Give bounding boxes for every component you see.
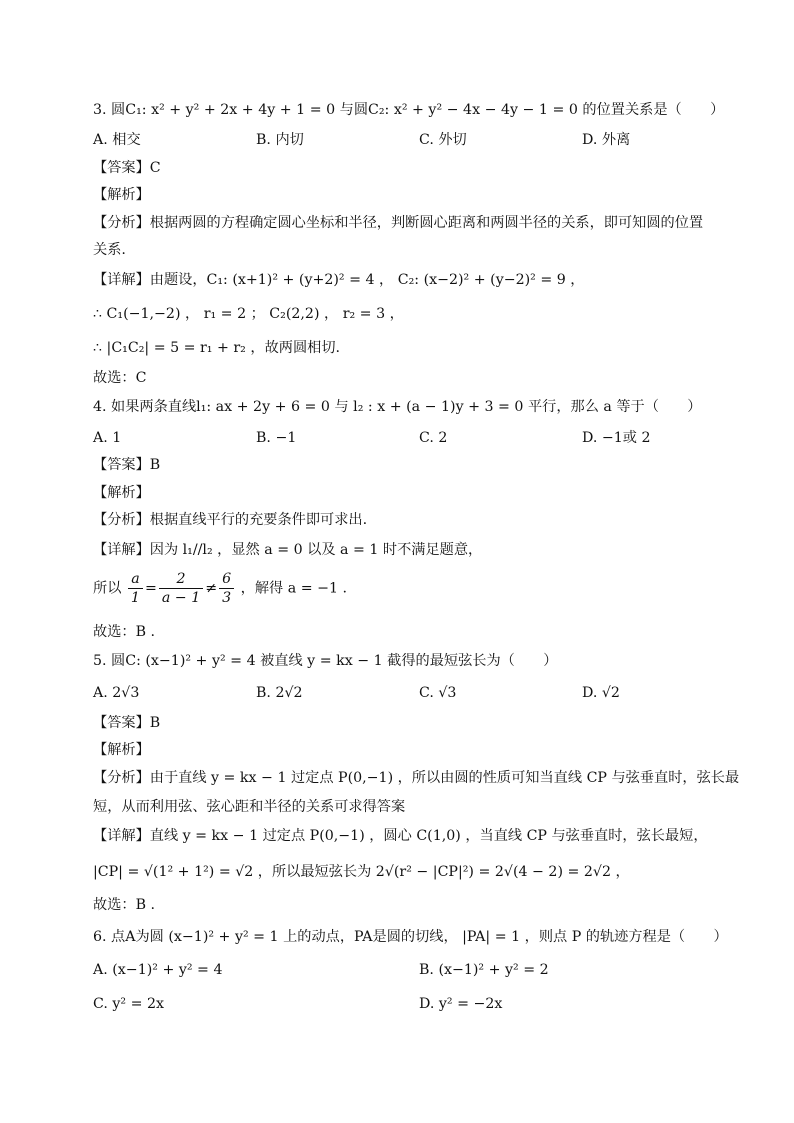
q5-choose: 故选：B . bbox=[93, 897, 156, 913]
q6-option-b: B. (x−1)² + y² = 2 bbox=[419, 962, 549, 978]
q5-analysis-line-1: 【分析】由于直线 y = kx − 1 过定点 P(0,−1) ，所以由圆的性质可知当直线 CP 与弦垂直时，弦长最 bbox=[93, 770, 740, 786]
question-4-stem: 4. 如果两条直线l₁: ax + 2y + 6 = 0 与 l₂ : x + (a − 1)y + 3 = 0 平行，那么 a 等于（ ） bbox=[93, 399, 702, 415]
q3-option-c: C. 外切 bbox=[419, 132, 467, 148]
frac1-numerator: a bbox=[128, 572, 143, 589]
q6-option-c: C. y² = 2x bbox=[93, 996, 165, 1012]
q5-option-b: B. 2√2 bbox=[256, 685, 303, 701]
q4-analysis: 【分析】根据直线平行的充要条件即可求出. bbox=[93, 512, 368, 528]
fraction-6-over-3 bbox=[219, 572, 234, 605]
q3-detail-line-3: ∴ |C₁C₂| = 5 = r₁ + r₂ ，故两圆相切. bbox=[93, 340, 341, 356]
q5-option-d: D. √2 bbox=[582, 685, 620, 701]
q4-detail-prefix: 所以 bbox=[93, 580, 122, 597]
q4-option-c: C. 2 bbox=[419, 430, 448, 446]
frac2-numerator: 2 bbox=[159, 572, 203, 589]
q3-jiexi-heading: 【解析】 bbox=[93, 187, 150, 203]
q3-choose: 故选：C bbox=[93, 370, 147, 386]
frac1-denominator: 1 bbox=[130, 590, 140, 607]
q3-option-b: B. 内切 bbox=[256, 132, 304, 148]
q3-answer: 【答案】C bbox=[93, 160, 161, 176]
question-6-stem: 6. 点A为圆 (x−1)² + y² = 1 上的动点，PA是圆的切线， |PA| = 1 ，则点 P 的轨迹方程是（ ） bbox=[93, 929, 728, 945]
q4-choose: 故选：B . bbox=[93, 624, 156, 640]
q5-detail-line-1: 【详解】直线 y = kx − 1 过定点 P(0,−1) ，圆心 C(1,0) ，当直线 CP 与弦垂直时，弦长最短， bbox=[93, 828, 708, 844]
fraction-a-over-1 bbox=[128, 572, 143, 605]
q6-option-d: D. y² = −2x bbox=[419, 996, 503, 1012]
frac3-numerator: 6 bbox=[219, 572, 234, 589]
q3-analysis-line-1: 【分析】根据两圆的方程确定圆心坐标和半径，判断圆心距离和两圆半径的关系，即可知圆的位置 bbox=[93, 215, 704, 231]
q4-answer: 【答案】B bbox=[93, 457, 161, 473]
q3-analysis-line-2: 关系. bbox=[93, 242, 126, 258]
question-5-stem: 5. 圆C: (x−1)² + y² = 4 被直线 y = kx − 1 截得的最短弦长为（ ） bbox=[93, 653, 558, 669]
q4-detail-line-1: 【详解】因为 l₁//l₂ ，显然 a = 0 以及 a = 1 时不满足题意， bbox=[93, 542, 483, 558]
q5-analysis-line-2: 短，从而利用弦、弦心距和半径的关系可求得答案 bbox=[93, 799, 406, 815]
q5-option-a: A. 2√3 bbox=[93, 685, 140, 701]
q4-detail-line-2: 所以 $\frac{a}{1}$ = $\frac{2}{a - 1}$ ≠ $\frac{6}{3}$ ，解得 a = −1 . bbox=[93, 571, 348, 607]
frac3-denominator: 3 bbox=[222, 590, 232, 607]
q3-option-d: D. 外离 bbox=[582, 132, 631, 148]
q5-option-c: C. √3 bbox=[419, 685, 457, 701]
q5-answer: 【答案】B bbox=[93, 715, 161, 731]
q6-option-a: A. (x−1)² + y² = 4 bbox=[93, 962, 223, 978]
q4-jiexi-heading: 【解析】 bbox=[93, 485, 150, 501]
q3-option-a: A. 相交 bbox=[93, 132, 141, 148]
q5-jiexi-heading: 【解析】 bbox=[93, 742, 150, 758]
q4-option-b: B. −1 bbox=[256, 430, 297, 446]
frac2-denominator: a − 1 bbox=[161, 590, 201, 607]
q3-detail-line-1: 【详解】由题设，C₁: (x+1)² + (y+2)² = 4 ， C₂: (x−2)² + (y−2)² = 9 ， bbox=[93, 272, 585, 288]
q4-option-a: A. 1 bbox=[93, 430, 122, 446]
q5-detail-line-2: |CP| = √(1² + 1²) = √2 ，所以最短弦长为 2√(r² − |CP|²) = 2√(4 − 2) = 2√2 ， bbox=[93, 864, 630, 880]
fraction-2-over-a-minus-1 bbox=[159, 572, 203, 605]
question-3-stem: 3. 圆C₁: x² + y² + 2x + 4y + 1 = 0 与圆C₂: x² + y² − 4x − 4y − 1 = 0 的位置关系是（ ） bbox=[93, 102, 725, 118]
q3-detail-line-2: ∴ C₁(−1,−2) ， r₁ = 2 ； C₂(2,2) ， r₂ = 3 ， bbox=[93, 306, 404, 322]
q4-option-d: D. −1或 2 bbox=[582, 430, 651, 446]
q4-detail-suffix: ，解得 a = −1 . bbox=[240, 580, 348, 597]
